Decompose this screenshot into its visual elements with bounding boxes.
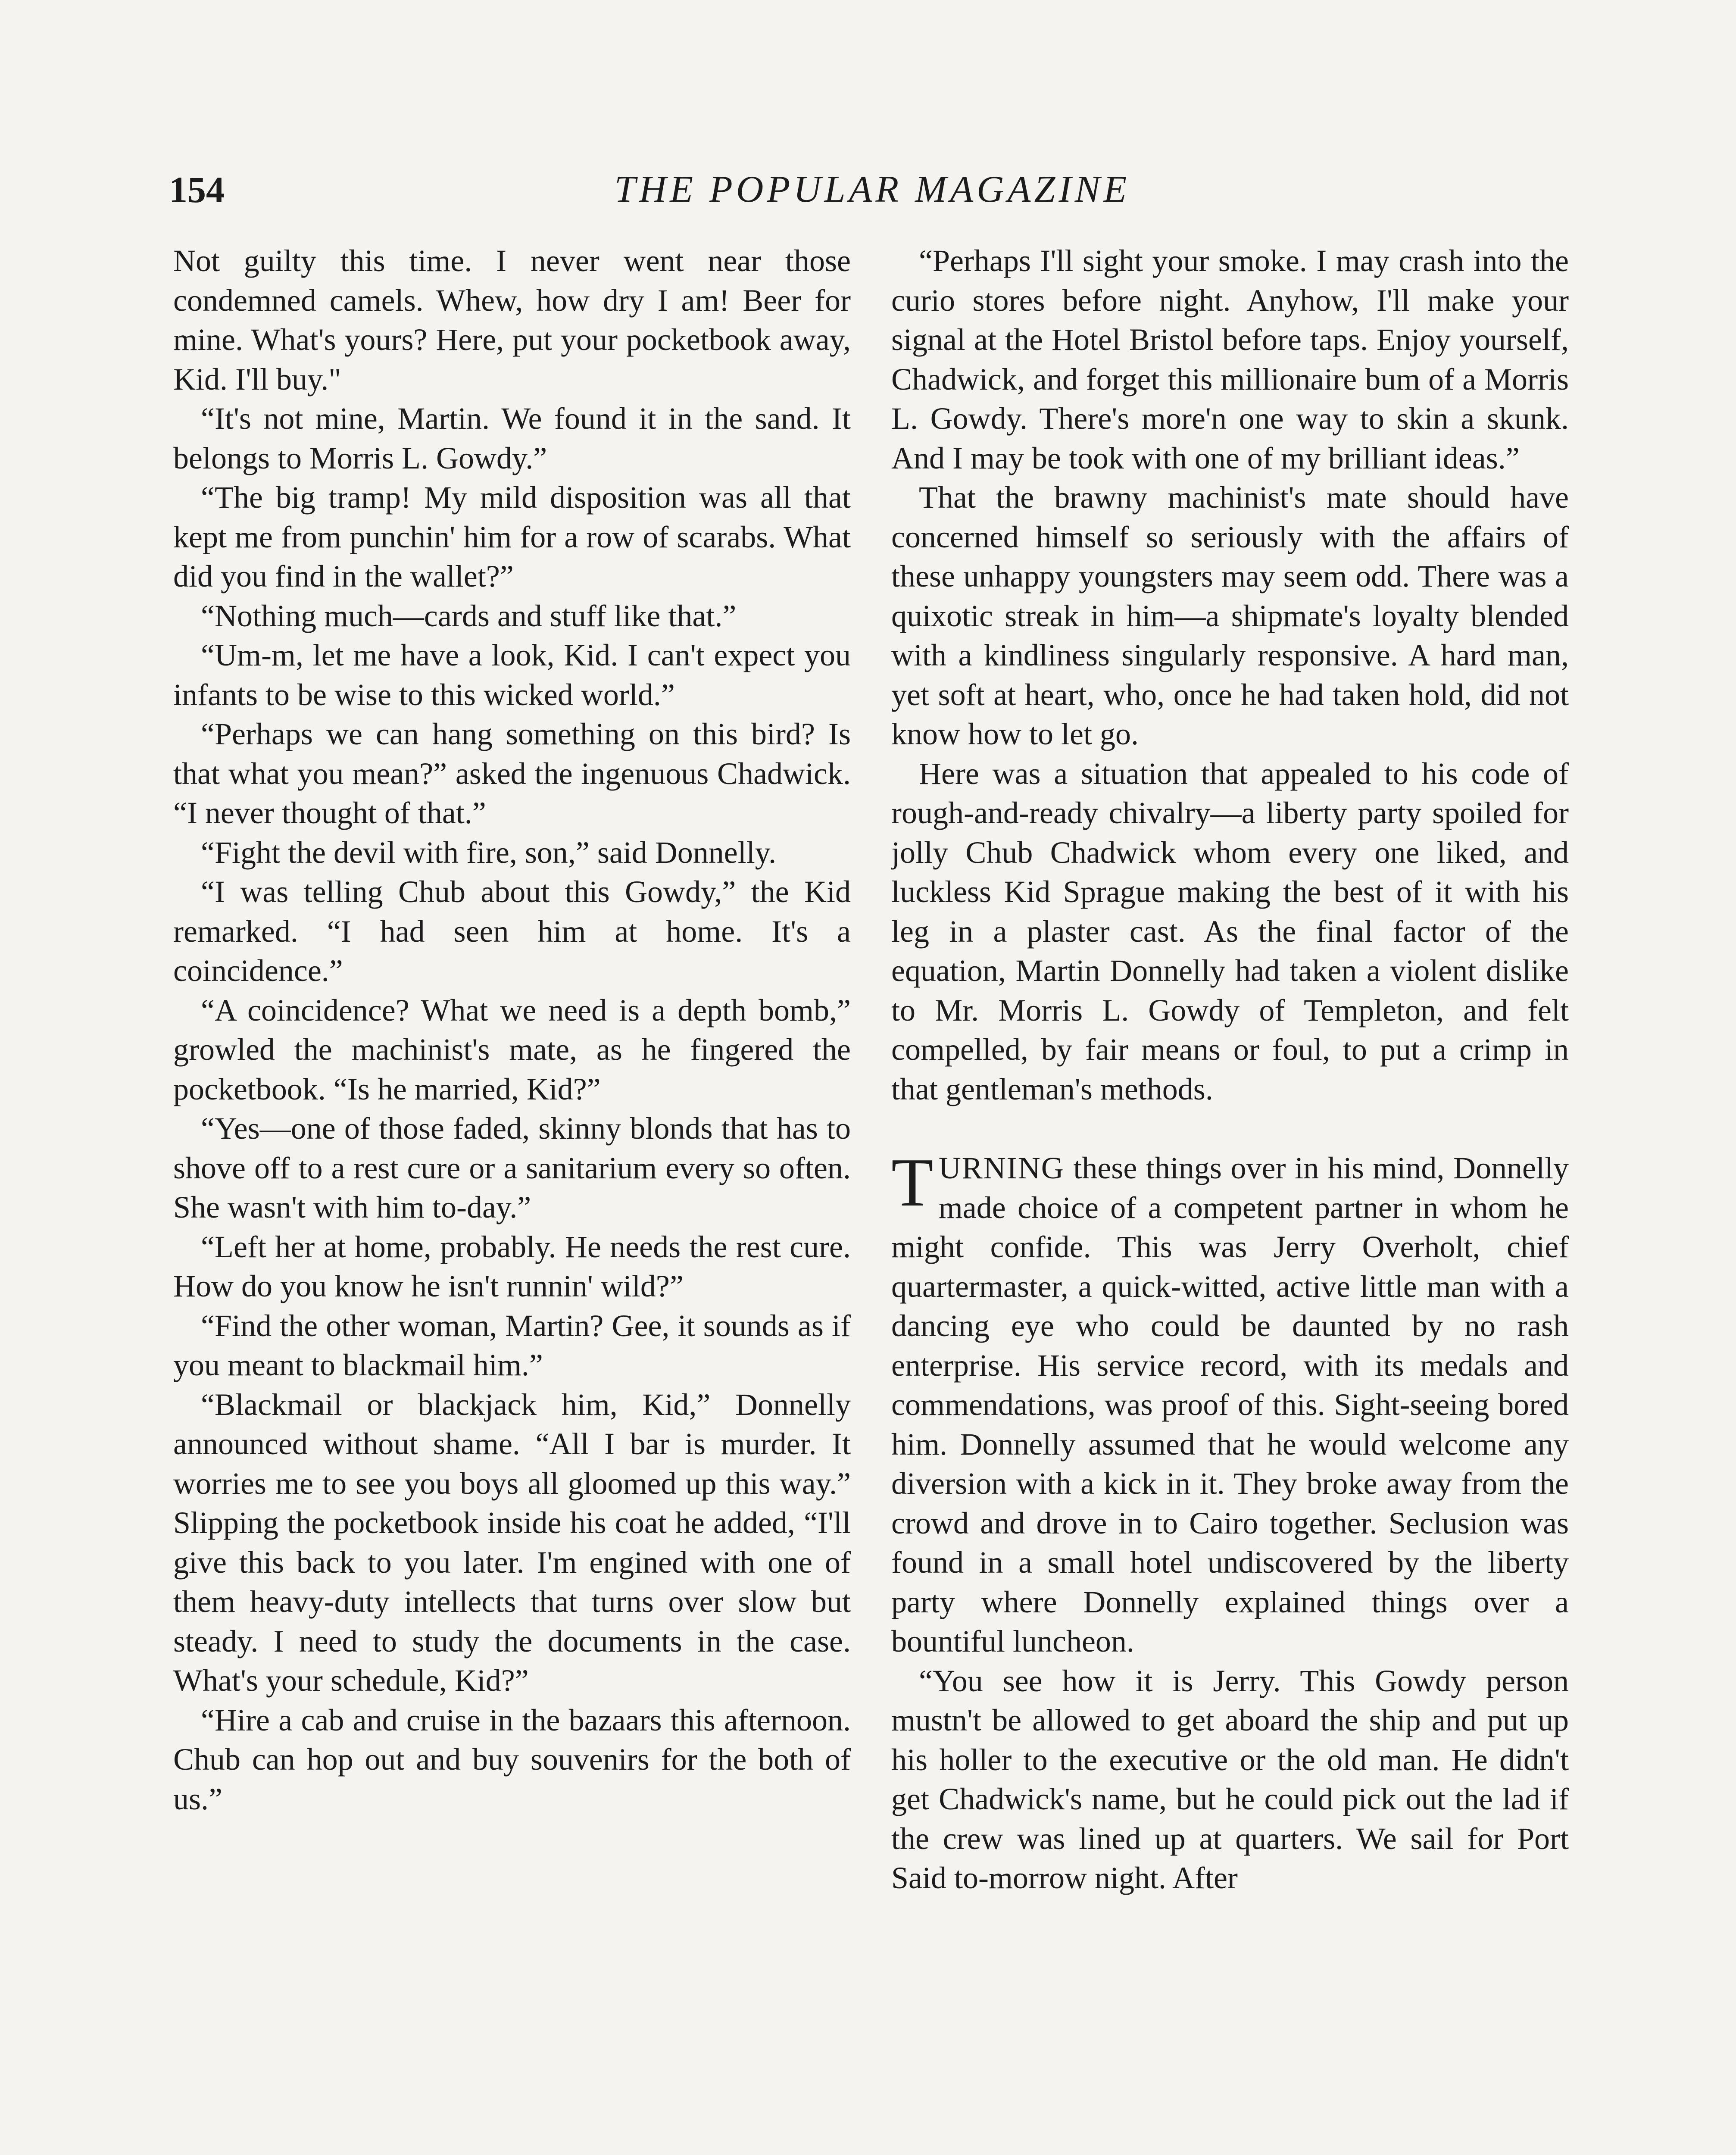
left-column — [173, 241, 851, 2155]
paragraph: Here was a situation that appealed to his code of rough-and-ready chivalry—a liberty party spoiled for jolly Chub Chadwick whom every one liked, and luckless Kid Sprague making the best of it with his leg in a plaster cast. As the final factor of the equation, Martin Donnelly had taken a violent dislike to Mr. Morris L. Gowdy of Templeton, and felt compelled, by fair means or foul, to put a crimp in that gentleman's methods. — [891, 756, 1569, 1106]
drop-cap: T — [891, 1144, 934, 1221]
paragraph: “Um-m, let me have a look, Kid. I can't expect you infants to be wise to this wicked world.” — [173, 638, 851, 712]
paragraph-text: these things over in his mind, Donnelly made choice of a competent partner in whom he might confide. This was Jerry Overholt, chief quartermaster, a quick-witted, active little man with a dancing eye who could be daunted by no rash enterprise. His service record, with its medals and commendations, was proof of this. Sight-seeing bored him. Donnelly assumed that he would welcome any diversion with a kick in it. They broke away from the crowd and drove in to Cairo together. Seclusion was found in a small hotel undiscovered by the liberty party where Donnelly explained things over a bountiful luncheon. — [891, 1151, 1569, 1658]
section-break — [891, 1109, 1569, 1149]
paragraph: “Blackmail or blackjack him, Kid,” Donnelly announced without shame. “All I bar is murder. It worries me to see you boys all gloomed up this way.” Slipping the pocketbook inside his coat he added, “I'll give this back to you later. I'm engined with one of them heavy-duty intellects that turns over slow but steady. I need to study the documents in the case. What's your schedule, Kid?” — [173, 1387, 851, 1698]
paragraph: “You see how it is Jerry. This Gowdy person mustn't be allowed to get aboard the ship and put up his holler to the executive or the old man. He didn't get Chadwick's name, but he could pick out the lad if the crew was lined up at quarters. We sail for Port Said to-morrow night. After — [891, 1663, 1569, 1895]
paragraph: “Yes—one of those faded, skinny blonds that has to shove off to a rest cure or a sanitarium every so often. She wasn't with him to-day.” — [173, 1111, 851, 1224]
paragraph: “A coincidence? What we need is a depth bomb,” growled the machinist's mate, as he fingered the pocketbook. “Is he married, Kid?” — [173, 993, 851, 1106]
paragraph: “Perhaps we can hang something on this bird? Is that what you mean?” asked the ingenuous Chadwick. “I never thought of that.” — [173, 717, 851, 830]
paragraph: Not guilty this time. I never went near those condemned camels. Whew, how dry I am! Beer for mine. What's yours? Here, put your pocketbook away, Kid. I'll buy." — [173, 244, 851, 397]
lead-in-caps: URNING — [938, 1151, 1065, 1185]
right-column — [891, 241, 1569, 2155]
running-header — [169, 166, 1576, 213]
paragraph: “Left her at home, probably. He needs the rest cure. How do you know he isn't runnin' wild?” — [173, 1229, 851, 1303]
paragraph: “Nothing much—cards and stuff like that.” — [201, 598, 737, 633]
paragraph: “Fight the devil with fire, son,” said Donnelly. — [201, 835, 777, 870]
paragraph: That the brawny machinist's mate should have concerned himself so seriously with the affairs of these unhappy youngsters may seem odd. There was a quixotic streak in him—a shipmate's loyalty blended with a kindliness singularly responsive. A hard man, yet soft at heart, who, once he had taken hold, did not know how to let go. — [891, 480, 1569, 751]
paragraph: “The big tramp! My mild disposition was all that kept me from punchin' him for a row of scarabs. What did you find in the wallet?” — [173, 480, 851, 593]
paragraph: “Perhaps I'll sight your smoke. I may crash into the curio stores before night. Anyhow, I'll make your signal at the Hotel Bristol before taps. Enjoy yourself, Chadwick, and forget this millionaire bum of a Morris L. Gowdy. There's more'n one way to skin a skunk. And I may be took with one of my brilliant ideas.” — [891, 244, 1569, 475]
paragraph: “I was telling Chub about this Gowdy,” the Kid remarked. “I had seen him at home. It's a coincidence.” — [173, 874, 851, 988]
paragraph: “Find the other woman, Martin? Gee, it sounds as if you meant to blackmail him.” — [173, 1308, 851, 1382]
section-opening-paragraph — [891, 1144, 1569, 1662]
paragraph: “Hire a cab and cruise in the bazaars this afternoon. Chub can hop out and buy souvenirs for the both of us.” — [173, 1702, 851, 1816]
paragraph: “It's not mine, Martin. We found it in the sand. It belongs to Morris L. Gowdy.” — [173, 401, 851, 475]
running-title: THE POPULAR MAGAZINE — [614, 169, 1130, 210]
page-number: 154 — [169, 169, 225, 210]
